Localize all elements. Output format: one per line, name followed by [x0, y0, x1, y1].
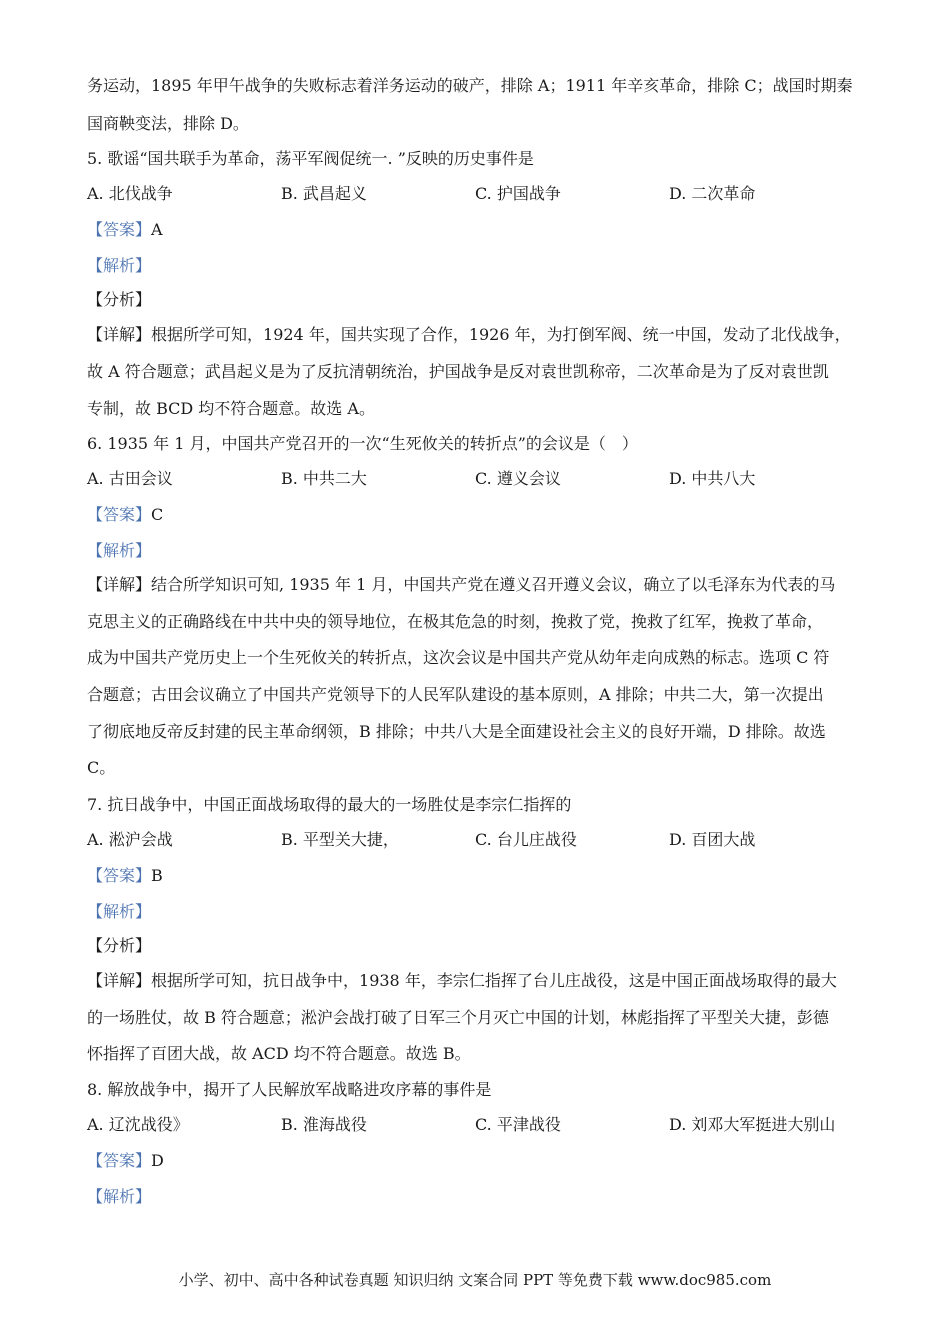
detail-label: 【详解】	[87, 971, 152, 990]
detail-label: 【详解】	[87, 575, 152, 594]
q5-detail-line: 故 A 符合题意；武昌起义是为了反抗清朝统治，护国战争是反对袁世凯称帝，二次革命是为了反对袁世凯	[87, 362, 829, 381]
detail-text: 根据所学可知，1924 年，国共实现了合作，1926 年，为打倒军阀、统一中国，发动了北伐战争，	[151, 325, 851, 344]
q7-option-c: C. 台儿庄战役	[475, 830, 577, 849]
q5-fenxi-label: 【分析】	[87, 290, 152, 309]
q5-option-d: D. 二次革命	[669, 184, 756, 203]
q6-option-c: C. 遵义会议	[475, 469, 561, 488]
question-5-stem: 5. 歌谣“国共联手为革命，荡平军阀促统一. ”反映的历史事件是	[87, 149, 534, 168]
q6-jiexi-label: 【解析】	[87, 541, 152, 560]
q6-detail-line	[87, 575, 835, 595]
q8-jiexi-label: 【解析】	[87, 1187, 152, 1206]
answer-value: D	[151, 1151, 164, 1170]
q6-detail-line: C。	[87, 758, 116, 777]
detail-text: 根据所学可知，抗日战争中，1938 年，李宗仁指挥了台儿庄战役，这是中国正面战场取得的最大	[151, 971, 837, 990]
q7-detail-line	[87, 971, 837, 991]
answer-value: C	[151, 505, 164, 524]
q7-option-a: A. 淞沪会战	[87, 830, 173, 849]
answer-value: B	[151, 866, 163, 885]
answer-value: A	[151, 220, 163, 239]
q6-option-d: D. 中共八大	[669, 469, 756, 488]
q5-answer	[87, 220, 163, 240]
paragraph-line: 务运动，1895 年甲午战争的失败标志着洋务运动的破产，排除 A；1911 年辛亥革命，排除 C；战国时期秦	[87, 76, 853, 95]
q8-option-c: C. 平津战役	[475, 1115, 561, 1134]
q8-option-a: A. 辽沈战役》	[87, 1115, 189, 1134]
q5-detail-line: 专制，故 BCD 均不符合题意。故选 A。	[87, 399, 375, 418]
question-7-stem: 7. 抗日战争中，中国正面战场取得的最大的一场胜仗是李宗仁指挥的	[87, 795, 572, 814]
q5-option-b: B. 武昌起义	[281, 184, 367, 203]
answer-label: 【答案】	[87, 220, 152, 239]
q8-option-d: D. 刘邓大军挺进大别山	[669, 1115, 836, 1134]
q7-fenxi-label: 【分析】	[87, 936, 152, 955]
page-footer: 小学、初中、高中各种试卷真题 知识归纳 文案合同 PPT 等免费下载 www.doc985.com	[178, 1271, 772, 1289]
detail-label: 【详解】	[87, 325, 152, 344]
q8-option-b: B. 淮海战役	[281, 1115, 367, 1134]
q6-detail-line: 成为中国共产党历史上一个生死攸关的转折点，这次会议是中国共产党从幼年走向成熟的标志。选项 C 符	[87, 648, 830, 667]
answer-label: 【答案】	[87, 505, 152, 524]
question-8-stem: 8. 解放战争中，揭开了人民解放军战略进攻序幕的事件是	[87, 1080, 492, 1099]
q6-answer	[87, 505, 163, 525]
q7-option-d: D. 百团大战	[669, 830, 756, 849]
question-6-stem: 6. 1935 年 1 月，中国共产党召开的一次“生死攸关的转折点”的会议是（ ）	[87, 434, 638, 453]
q6-detail-line: 克思主义的正确路线在中共中央的领导地位，在极其危急的时刻，挽救了党，挽救了红军，挽救了革命，	[87, 612, 824, 631]
q5-option-c: C. 护国战争	[475, 184, 561, 203]
q7-answer	[87, 866, 163, 886]
answer-label: 【答案】	[87, 1151, 152, 1170]
q6-option-a: A. 古田会议	[87, 469, 173, 488]
q6-option-b: B. 中共二大	[281, 469, 367, 488]
q5-option-a: A. 北伐战争	[87, 184, 173, 203]
q7-detail-line: 的一场胜仗，故 B 符合题意；淞沪会战打破了日军三个月灭亡中国的计划，林彪指挥了平型关大捷，彭德	[87, 1008, 829, 1027]
q8-answer	[87, 1151, 164, 1171]
q6-detail-line: 了彻底地反帝反封建的民主革命纲领，B 排除；中共八大是全面建设社会主义的良好开端，D 排除。故选	[87, 722, 826, 741]
q7-detail-line: 怀指挥了百团大战，故 ACD 均不符合题意。故选 B。	[87, 1044, 471, 1063]
q5-detail-line	[87, 325, 851, 345]
answer-label: 【答案】	[87, 866, 152, 885]
q7-option-b: B. 平型关大捷，	[281, 830, 399, 849]
q5-jiexi-label: 【解析】	[87, 256, 152, 275]
q7-jiexi-label: 【解析】	[87, 902, 152, 921]
q6-detail-line: 合题意；古田会议确立了中国共产党领导下的人民军队建设的基本原则，A 排除；中共二大，第一次提出	[87, 685, 824, 704]
detail-text: 结合所学知识可知, 1935 年 1 月，中国共产党在遵义召开遵义会议，确立了以毛泽东为代表的马	[151, 575, 836, 594]
paragraph-line: 国商鞅变法，排除 D。	[87, 114, 249, 133]
